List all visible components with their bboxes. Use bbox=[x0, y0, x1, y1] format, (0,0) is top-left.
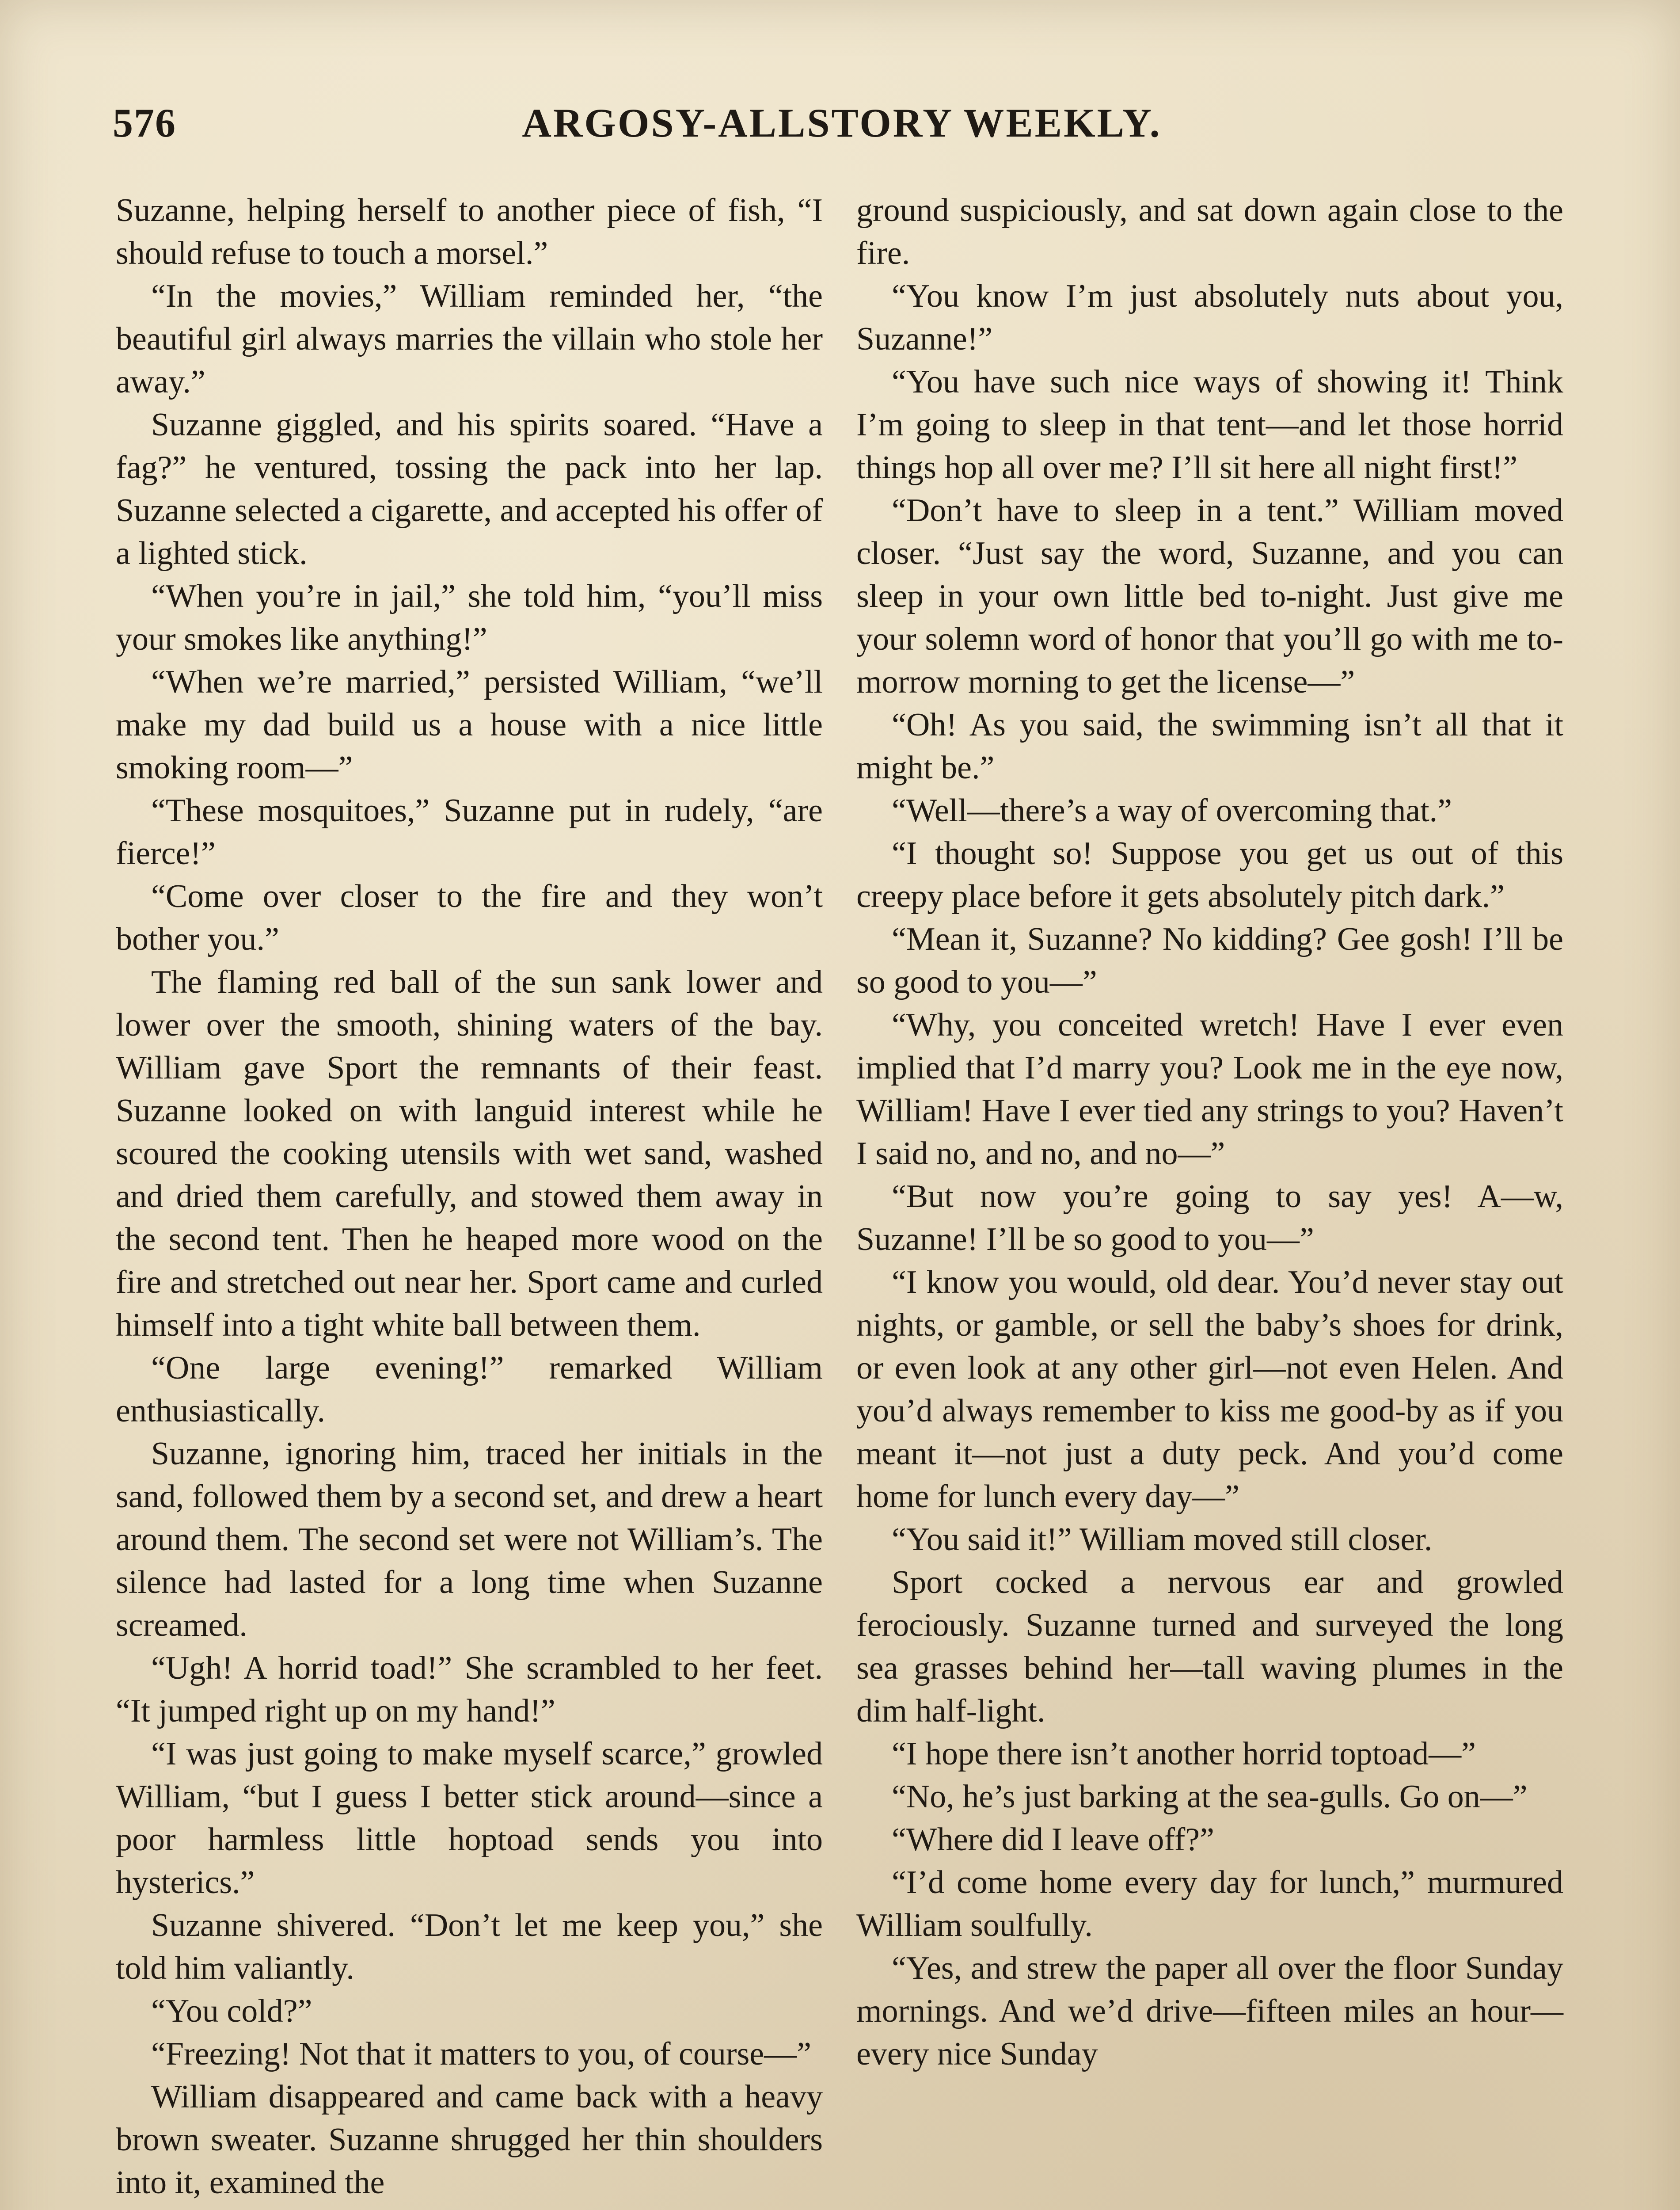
paragraph: “No, he’s just barking at the sea-gulls. Go on—” bbox=[892, 1779, 1528, 1815]
paragraph: “You have such nice ways of showing it! Think I’m going to sleep in that tent—and let those horrid things hop all over me? I’ll sit here all night first!” bbox=[856, 364, 1563, 486]
paragraph: “When we’re married,” persisted William, “we’ll make my dad build us a house with a nice little smoking room—” bbox=[116, 664, 823, 786]
paragraph: “You cold?” bbox=[151, 1993, 312, 2029]
paragraph: “I hope there isn’t another horrid toptoad—” bbox=[892, 1736, 1476, 1772]
paragraph: “Don’t have to sleep in a tent.” William moved closer. “Just say the word, Suzanne, and you can sleep in your own little bed to-night. Just give me your solemn word of honor that you’ll go with me to-morrow morning to get the license—” bbox=[856, 492, 1563, 700]
paragraph: “Oh! As you said, the swimming isn’t all that it might be.” bbox=[856, 707, 1563, 786]
paragraph: “I was just going to make myself scarce,” growled William, “but I guess I better stick around—since a poor harmless little hoptoad sends you into hysterics.” bbox=[116, 1736, 823, 1901]
running-head: ARGOSY-ALLSTORY WEEKLY. bbox=[522, 100, 1162, 145]
paragraph: ground suspiciously, and sat down again close to the fire. bbox=[856, 192, 1563, 271]
paragraph: “I’d come home every day for lunch,” murmured William soulfully. bbox=[856, 1864, 1563, 1943]
page-header bbox=[113, 95, 1571, 157]
page-number: 576 bbox=[113, 100, 176, 145]
paragraph: Suzanne giggled, and his spirits soared. “Have a fag?” he ventured, tossing the pack into her lap. Suzanne selected a cigarette, and accepted his offer of a lighted stick. bbox=[116, 407, 823, 572]
paragraph: “I thought so! Suppose you get us out of this creepy place before it gets absolutely pitch dark.” bbox=[856, 835, 1563, 914]
paragraph: “You said it!” William moved still closer. bbox=[892, 1521, 1433, 1558]
paragraph: William disappeared and came back with a heavy brown sweater. Suzanne shrugged her thin shoulders into it, examined the bbox=[116, 2079, 823, 2201]
right-column bbox=[856, 189, 1563, 2076]
paragraph: The flaming red ball of the sun sank lower and lower over the smooth, shining waters of the bay. William gave Sport the remnants of their feast. Suzanne looked on with languid interest while he scoured the cooking utensils with wet sand, washed and dried them carefully, and stowed them away in the second tent. Then he heaped more wood on the fire and stretched out near her. Sport came and curled himself into a tight white ball between them. bbox=[116, 964, 823, 1343]
paragraph: “These mosquitoes,” Suzanne put in rudely, “are fierce!” bbox=[116, 793, 823, 872]
paragraph: “One large evening!” remarked William enthusiastically. bbox=[116, 1350, 823, 1429]
paragraph: Suzanne, ignoring him, traced her initials in the sand, followed them by a second set, and drew a heart around them. The second set were not William’s. The silence had lasted for a long time when Suzanne screamed. bbox=[116, 1436, 823, 1643]
left-column bbox=[116, 189, 823, 2204]
paragraph: “Why, you conceited wretch! Have I ever even implied that I’d marry you? Look me in the eye now, William! Have I ever tied any strings to you? Haven’t I said no, and no, and no—” bbox=[856, 1007, 1563, 1172]
paragraph: “You know I’m just absolutely nuts about you, Suzanne!” bbox=[856, 278, 1563, 357]
paragraph: “Mean it, Suzanne? No kidding? Gee gosh! I’ll be so good to you—” bbox=[856, 921, 1563, 1000]
paragraph: “But now you’re going to say yes! A—w, Suzanne! I’ll be so good to you—” bbox=[856, 1178, 1563, 1257]
paragraph: “Freezing! Not that it matters to you, of course—” bbox=[151, 2036, 811, 2072]
paragraph: “I know you would, old dear. You’d never stay out nights, or gamble, or sell the baby’s shoes for drink, or even look at any other girl—not even Helen. And you’d always remember to kiss me good-by as if you meant it—not just a duty peck. And you’d come home for lunch every day—” bbox=[856, 1264, 1563, 1515]
paragraph: Suzanne, helping herself to another piece of fish, “I should refuse to touch a morsel.” bbox=[116, 192, 823, 271]
paragraph: “Well—there’s a way of overcoming that.” bbox=[892, 793, 1452, 829]
paragraph: Suzanne shivered. “Don’t let me keep you,” she told him valiantly. bbox=[116, 1907, 823, 1986]
paragraph: “Yes, and strew the paper all over the floor Sunday mornings. And we’d drive—fifteen miles an hour—every nice Sunday bbox=[856, 1950, 1563, 2072]
paragraph: “Where did I leave off?” bbox=[892, 1821, 1214, 1858]
paragraph: “When you’re in jail,” she told him, “you’ll miss your smokes like anything!” bbox=[116, 578, 823, 657]
paragraph: “In the movies,” William reminded her, “the beautiful girl always marries the villain who stole her away.” bbox=[116, 278, 823, 400]
paragraph: “Come over closer to the fire and they won’t bother you.” bbox=[116, 878, 823, 957]
paragraph: “Ugh! A horrid toad!” She scrambled to her feet. “It jumped right up on my hand!” bbox=[116, 1650, 823, 1729]
paragraph: Sport cocked a nervous ear and growled ferociously. Suzanne turned and surveyed the long sea grasses behind her—tall waving plumes in the dim half-light. bbox=[856, 1564, 1563, 1729]
